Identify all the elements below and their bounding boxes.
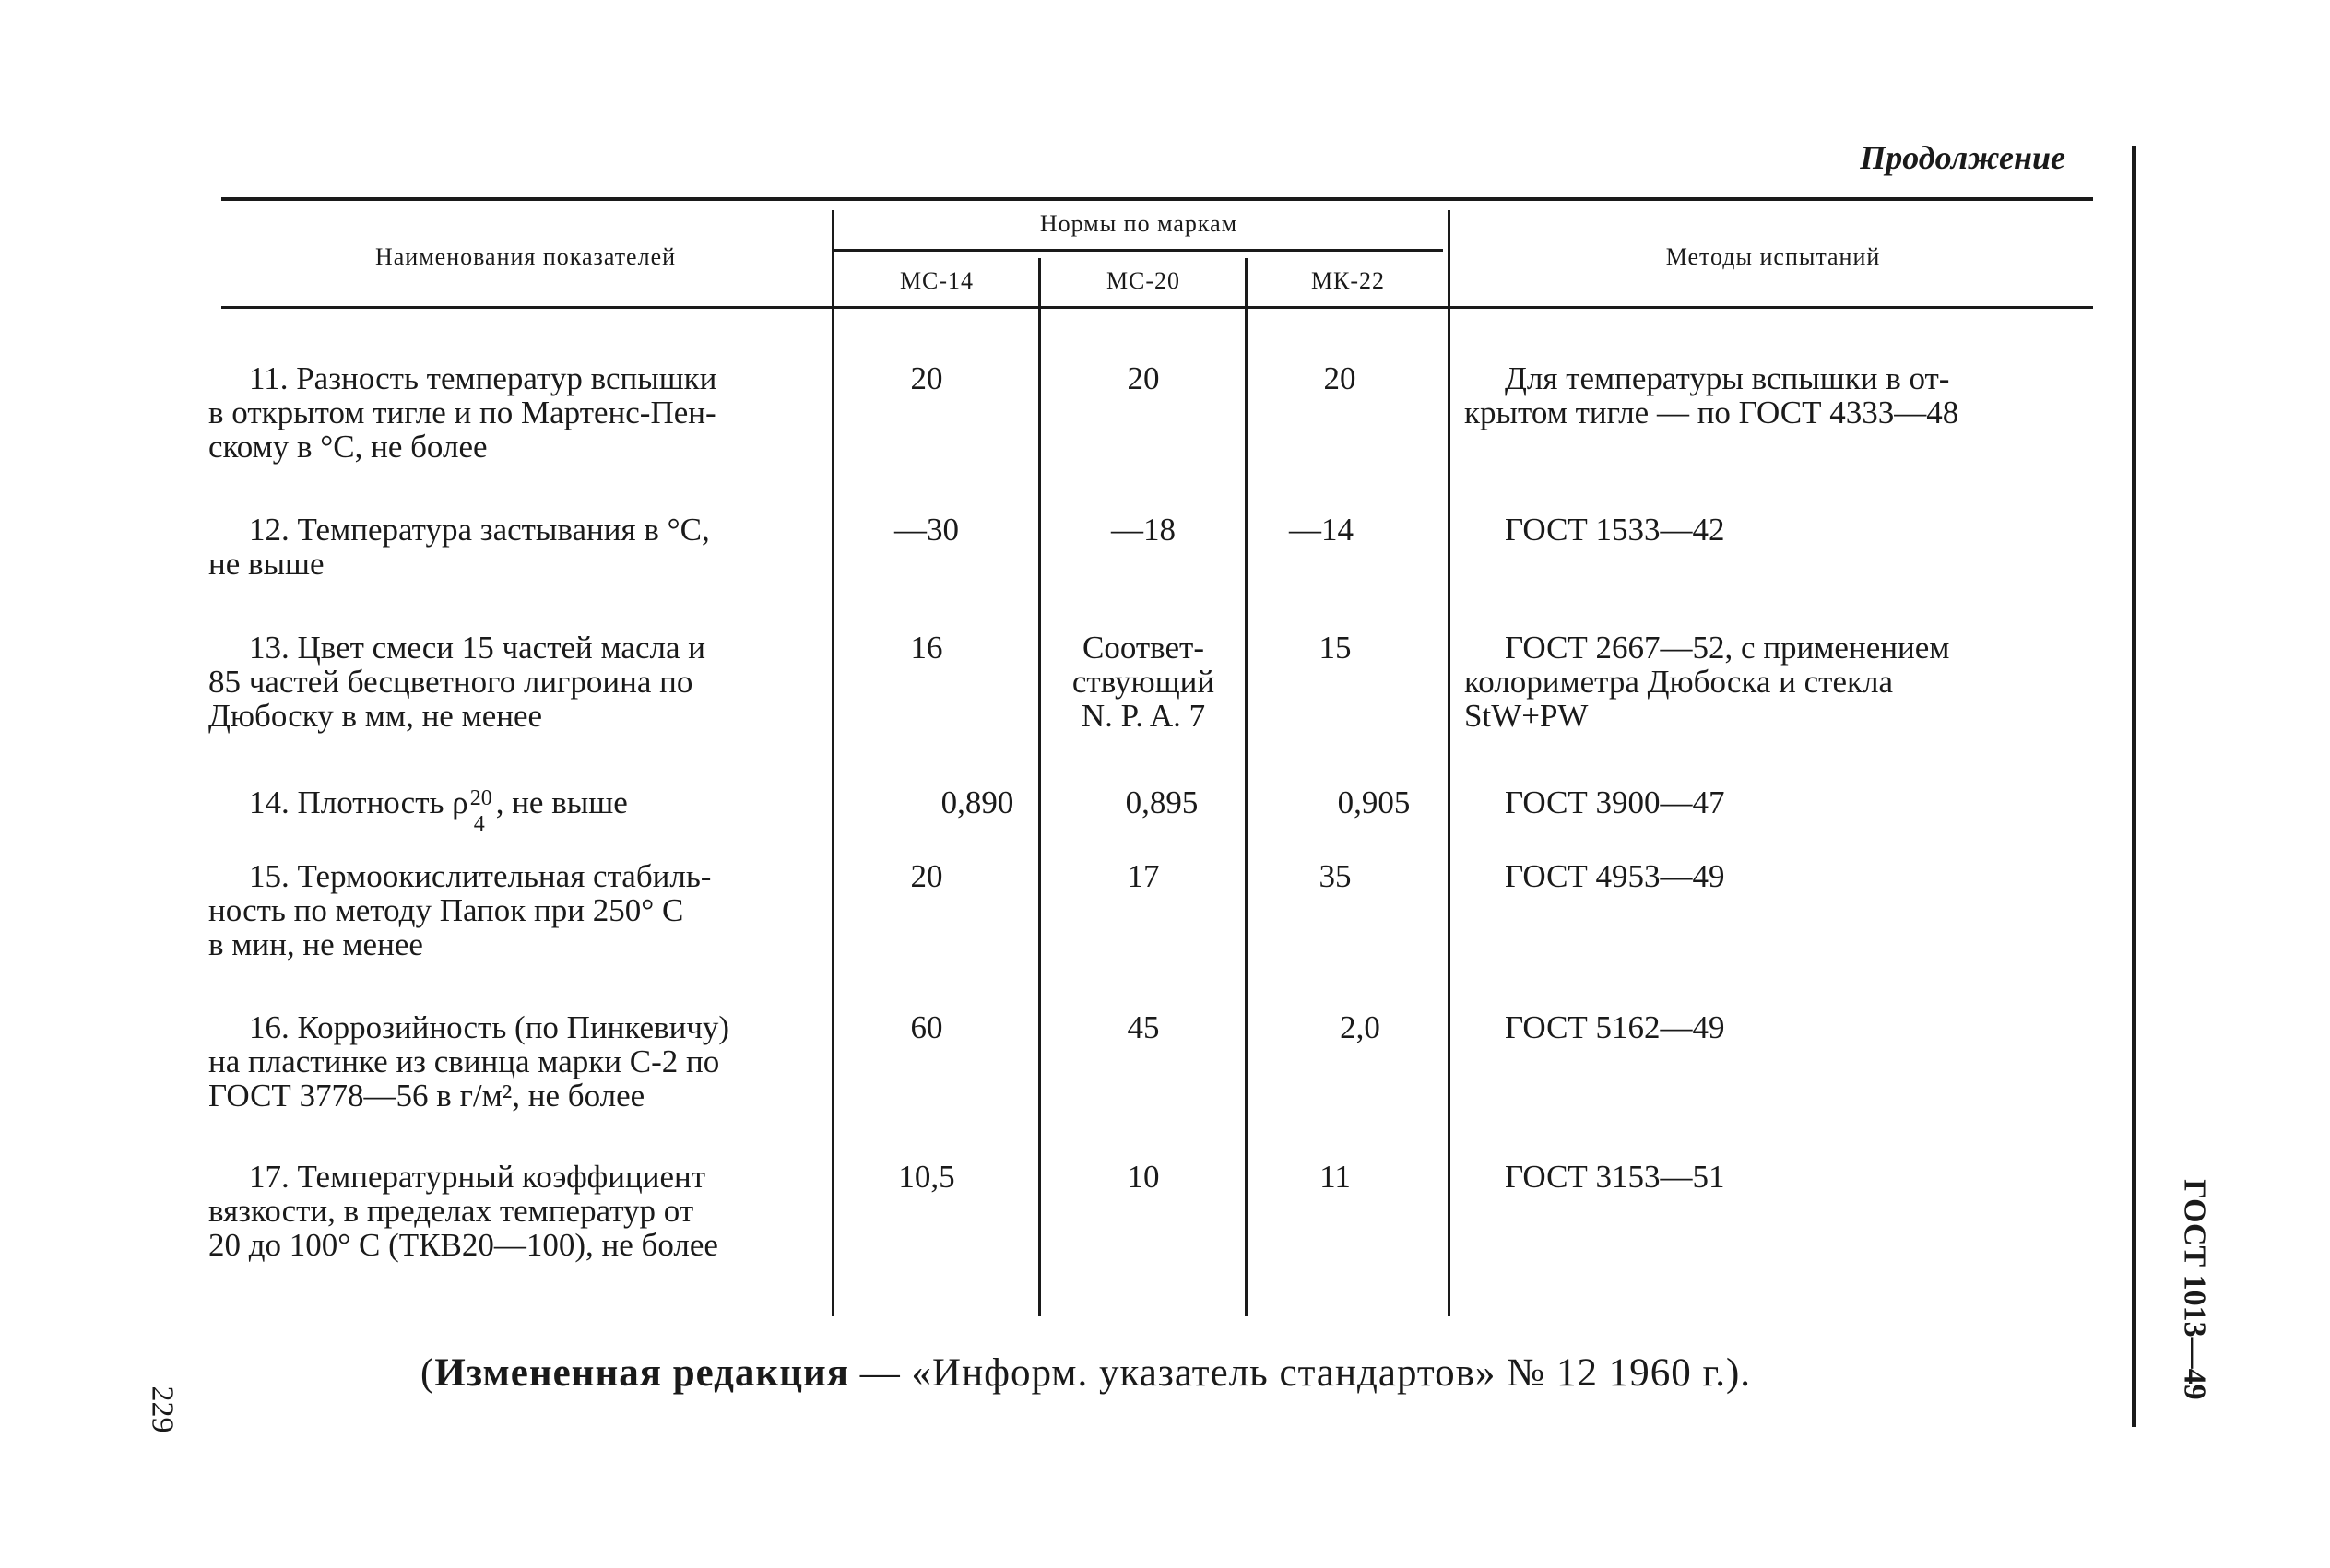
amendment-note: (Измененная редакция — «Информ. указатель стандартов» № 12 1960 г.). — [420, 1351, 1752, 1395]
value-mc14: 20 — [910, 360, 943, 396]
value-mc14: —30 — [894, 512, 959, 548]
table-row-name: 11. Разность температур вспышки в открытом тигле и по Мартенс-Пен- скому в °С, не более — [208, 360, 717, 465]
value-mc20: 0,895 — [1125, 784, 1199, 820]
col-rule-4 — [1448, 210, 1450, 1316]
method-text: ГОСТ 2667—52, с применением колориметра Дюбоска и стекла StW+PW — [1464, 630, 1950, 734]
method-text: ГОСТ 3900—47 — [1505, 784, 1725, 820]
method-text: ГОСТ 3153—51 — [1505, 1159, 1725, 1195]
value-mc14: 60 — [910, 1009, 943, 1045]
table-row-name: 17. Температурный коэффициент вязкости, в пределах температур от 20 до 100° С (ТКВ20—100), не более — [208, 1159, 718, 1263]
table-row-name: 16. Коррозийность (по Пинкевичу) на пластинке из свинца марки С-2 по ГОСТ 3778—56 в г/м², не более — [208, 1009, 730, 1114]
table-row-name: 13. Цвет смеси 15 частей масла и 85 частей бесцветного лигроина по Дюбоску в мм, не менее — [208, 630, 705, 734]
method-text: ГОСТ 4953—49 — [1505, 858, 1725, 894]
header-grade-mc20: МС-20 — [1106, 267, 1181, 294]
value-mc20: —18 — [1111, 512, 1176, 548]
value-mc20: Соответ- ствующий N. P. A. 7 — [1071, 630, 1215, 734]
header-grade-mk22: МК-22 — [1310, 267, 1386, 294]
value-mk22: 2,0 — [1340, 1009, 1380, 1045]
value-mk22: —14 — [1289, 512, 1354, 548]
header-name-col: Наименования показателей — [374, 243, 677, 270]
header-methods-col: Методы испытаний — [1665, 243, 1881, 270]
table-row-name: 15. Термоокислительная стабиль- ность по методу Папок при 250° С в мин, не менее — [208, 858, 712, 962]
continuation-label: Продолжение — [1860, 139, 2065, 176]
method-text: Для температуры вспышки в от- крытом тигле — по ГОСТ 4333—48 — [1464, 360, 1959, 430]
side-standard-title: ГОСТ 1013—49 — [2177, 1179, 2212, 1400]
value-mk22: 11 — [1319, 1159, 1351, 1195]
header-grade-mc14: МС-14 — [899, 267, 975, 294]
page-number: 229 — [145, 1385, 180, 1433]
value-mk22: 35 — [1319, 858, 1352, 894]
value-mc20: 45 — [1127, 1009, 1160, 1045]
value-mc14: 0,890 — [940, 784, 1014, 820]
value-mk22: 20 — [1323, 360, 1356, 396]
header-norms-group: Нормы по маркам — [1039, 210, 1238, 237]
header-bottom-rule — [221, 306, 2093, 309]
method-text: ГОСТ 1533—42 — [1505, 512, 1725, 548]
value-mc20: 17 — [1127, 858, 1160, 894]
side-rule — [2132, 146, 2136, 1427]
value-mc14: 10,5 — [898, 1159, 955, 1195]
table-row-name: 12. Температура застывания в °С, не выше — [208, 512, 710, 582]
method-text: ГОСТ 5162—49 — [1505, 1009, 1725, 1045]
value-mc14: 16 — [910, 630, 943, 666]
value-mc14: 20 — [910, 858, 943, 894]
value-mk22: 0,905 — [1337, 784, 1411, 820]
table-top-rule — [221, 197, 2093, 201]
value-mc20: 20 — [1127, 360, 1160, 396]
value-mk22: 15 — [1319, 630, 1352, 666]
norms-group-rule — [834, 249, 1443, 252]
value-mc20: 10 — [1127, 1159, 1160, 1195]
table-row-name: 14. Плотность ρ 20 4 , не выше — [249, 784, 628, 836]
